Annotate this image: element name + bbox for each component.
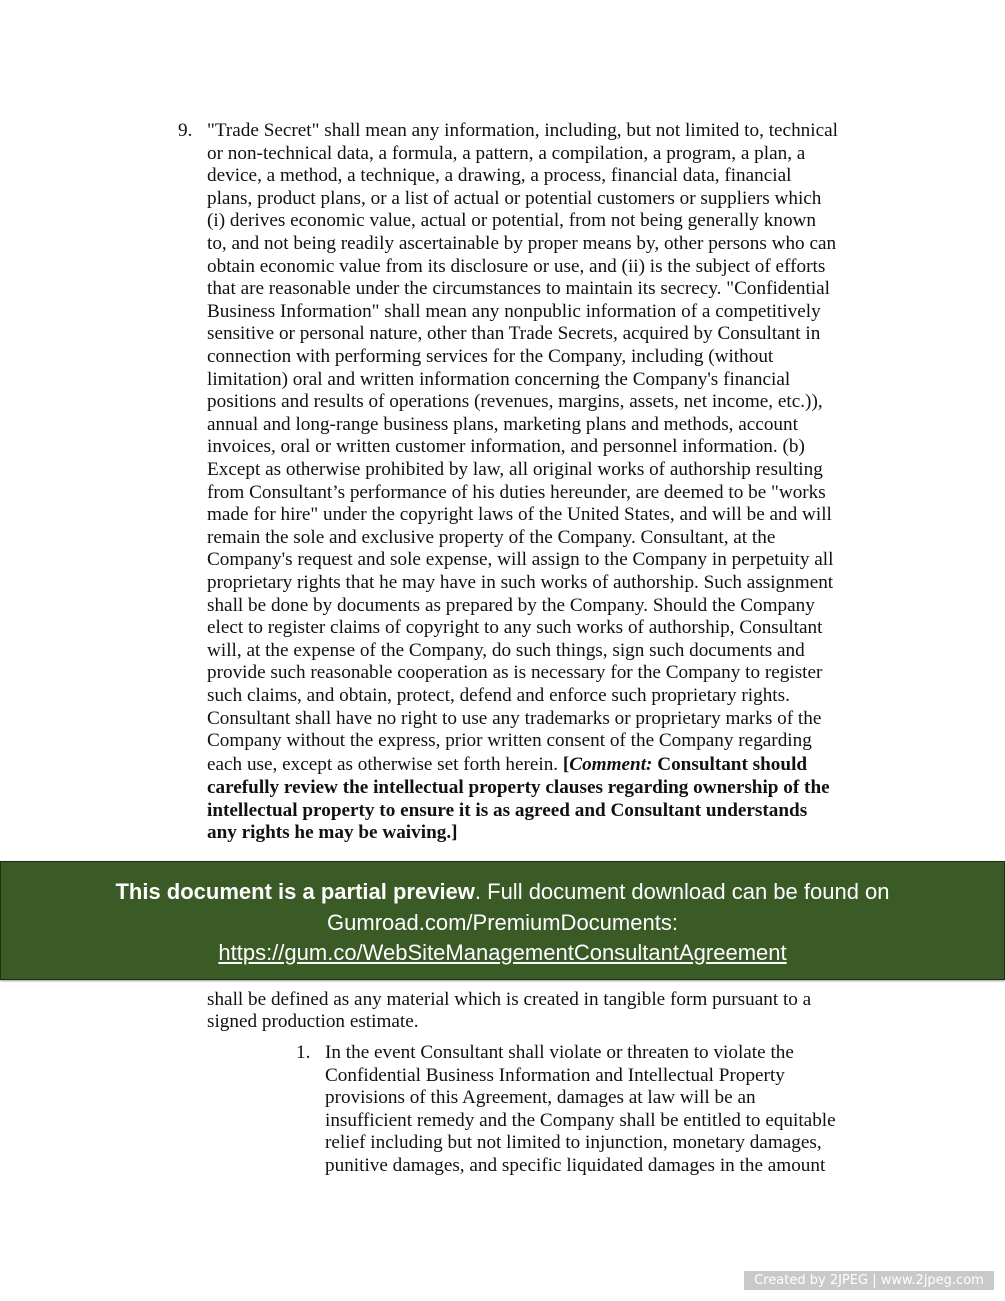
subitem-1-line: relief including but not limited to injunction, monetary damages, <box>325 1132 822 1154</box>
preview-banner <box>0 861 1005 980</box>
subitem-1-line: insufficient remedy and the Company shall be entitled to equitable <box>325 1109 836 1131</box>
watermark: Created by 2JPEG | www.2jpeg.com <box>744 1271 994 1290</box>
item-9-line: (i) derives economic value, actual or potential, from not being generally known <box>207 210 816 232</box>
subitem-1-line: provisions of this Agreement, damages at law will be an <box>325 1087 756 1109</box>
item-9-line: device, a method, a technique, a drawing, a process, financial data, financial <box>207 165 792 187</box>
subitem-1-number: 1. <box>296 1042 311 1063</box>
subitem-1-line: punitive damages, and specific liquidated damages in the amount <box>325 1155 826 1176</box>
banner-line-2: Gumroad.com/PremiumDocuments: <box>327 910 678 935</box>
item-9-line: provide such reasonable cooperation as is necessary for the Company to register <box>207 662 823 684</box>
item-9-line: will, at the expense of the Company, do such things, sign such documents and <box>207 639 805 661</box>
item-9-line: made for hire" under the copyright laws of the United States, and will be and will <box>207 504 832 526</box>
item-10-line: shall be defined as any material which is created in tangible form pursuant to a <box>207 989 812 1010</box>
item-9-line: obtain economic value from its disclosure or use, and (ii) is the subject of efforts <box>207 255 826 277</box>
banner-line-3 <box>1 939 1004 967</box>
item-9-line: positions and results of operations (revenues, margins, assets, net income, etc.)), <box>207 391 823 413</box>
item-9-line: such claims, and obtain, protect, defend and enforce such proprietary rights. <box>207 685 790 706</box>
item-9-line: shall be done by documents as prepared by the Company. Should the Company <box>207 594 815 616</box>
item-9-line: limitation) oral and written information concerning the Company's financial <box>207 368 791 390</box>
item-9-line: invoices, oral or written customer information, and personnel information. (b) <box>207 436 805 458</box>
item-9-line: that are reasonable under the circumstances to maintain its secrecy. "Confidential <box>207 278 831 300</box>
comment-line: carefully review the intellectual property clauses regarding ownership of the <box>207 777 830 798</box>
item-9-line: Company without the express, prior written consent of the Company regarding <box>207 730 812 752</box>
item-9-line: remain the sole and exclusive property of the Company. Consultant, at the <box>207 526 776 548</box>
item-9-line: plans, product plans, or a list of actual or potential customers or suppliers which <box>207 187 822 209</box>
item-9-line: Company's request and sole expense, will assign to the Company in perpetuity all <box>207 549 834 571</box>
subitem-1-line: Confidential Business Information and Intellectual Property <box>325 1064 785 1086</box>
item-9-line: annual and long-range business plans, marketing plans and methods, account <box>207 413 798 435</box>
item-9-line: elect to register claims of copyright to any such works of authorship, Consultant <box>207 617 823 639</box>
item-9-line: "Trade Secret" shall mean any information, including, but not limited to, technical <box>207 120 838 141</box>
item-9-line: Business Information" shall mean any nonpublic information of a competitively <box>207 300 821 322</box>
comment-line: intellectual property to ensure it is as agreed and Consultant understands <box>207 800 808 821</box>
comment-line: any rights he may be waiving.] <box>207 822 458 843</box>
item-10-line: signed production estimate. <box>207 1011 419 1032</box>
item-9-line: sensitive or personal nature, other than Trade Secrets, acquired by Consultant in <box>207 323 821 345</box>
item-9-line: proprietary rights that he may have in such works of authorship. Such assignment <box>207 572 834 593</box>
item-9-line: Consultant shall have no right to use any trademarks or proprietary marks of the <box>207 707 822 729</box>
item-9-line: to, and not being readily ascertainable by proper means by, other persons who can <box>207 233 837 254</box>
item-9-comment-line: each use, except as otherwise set forth herein. [Comment: Consultant should <box>207 754 808 775</box>
subitem-1-line: In the event Consultant shall violate or threaten to violate the <box>325 1042 794 1063</box>
item-9-line: connection with performing services for the Company, including (without <box>207 346 774 367</box>
banner-line-1: This document is a partial preview. Full document download can be found on <box>115 879 890 904</box>
gumroad-link[interactable]: https://gum.co/WebSiteManagementConsultantAgreement <box>218 940 787 965</box>
item-9-line: or non-technical data, a formula, a pattern, a compilation, a program, a plan, a <box>207 142 806 164</box>
item-9-number: 9. <box>178 120 193 141</box>
item-9-line: from Consultant’s performance of his duties hereunder, are deemed to be "works <box>207 481 826 503</box>
item-9-line: Except as otherwise prohibited by law, all original works of authorship resulting <box>207 459 823 480</box>
comment-label: Comment: <box>569 754 653 775</box>
banner-bold-text: This document is a partial preview <box>115 879 475 904</box>
